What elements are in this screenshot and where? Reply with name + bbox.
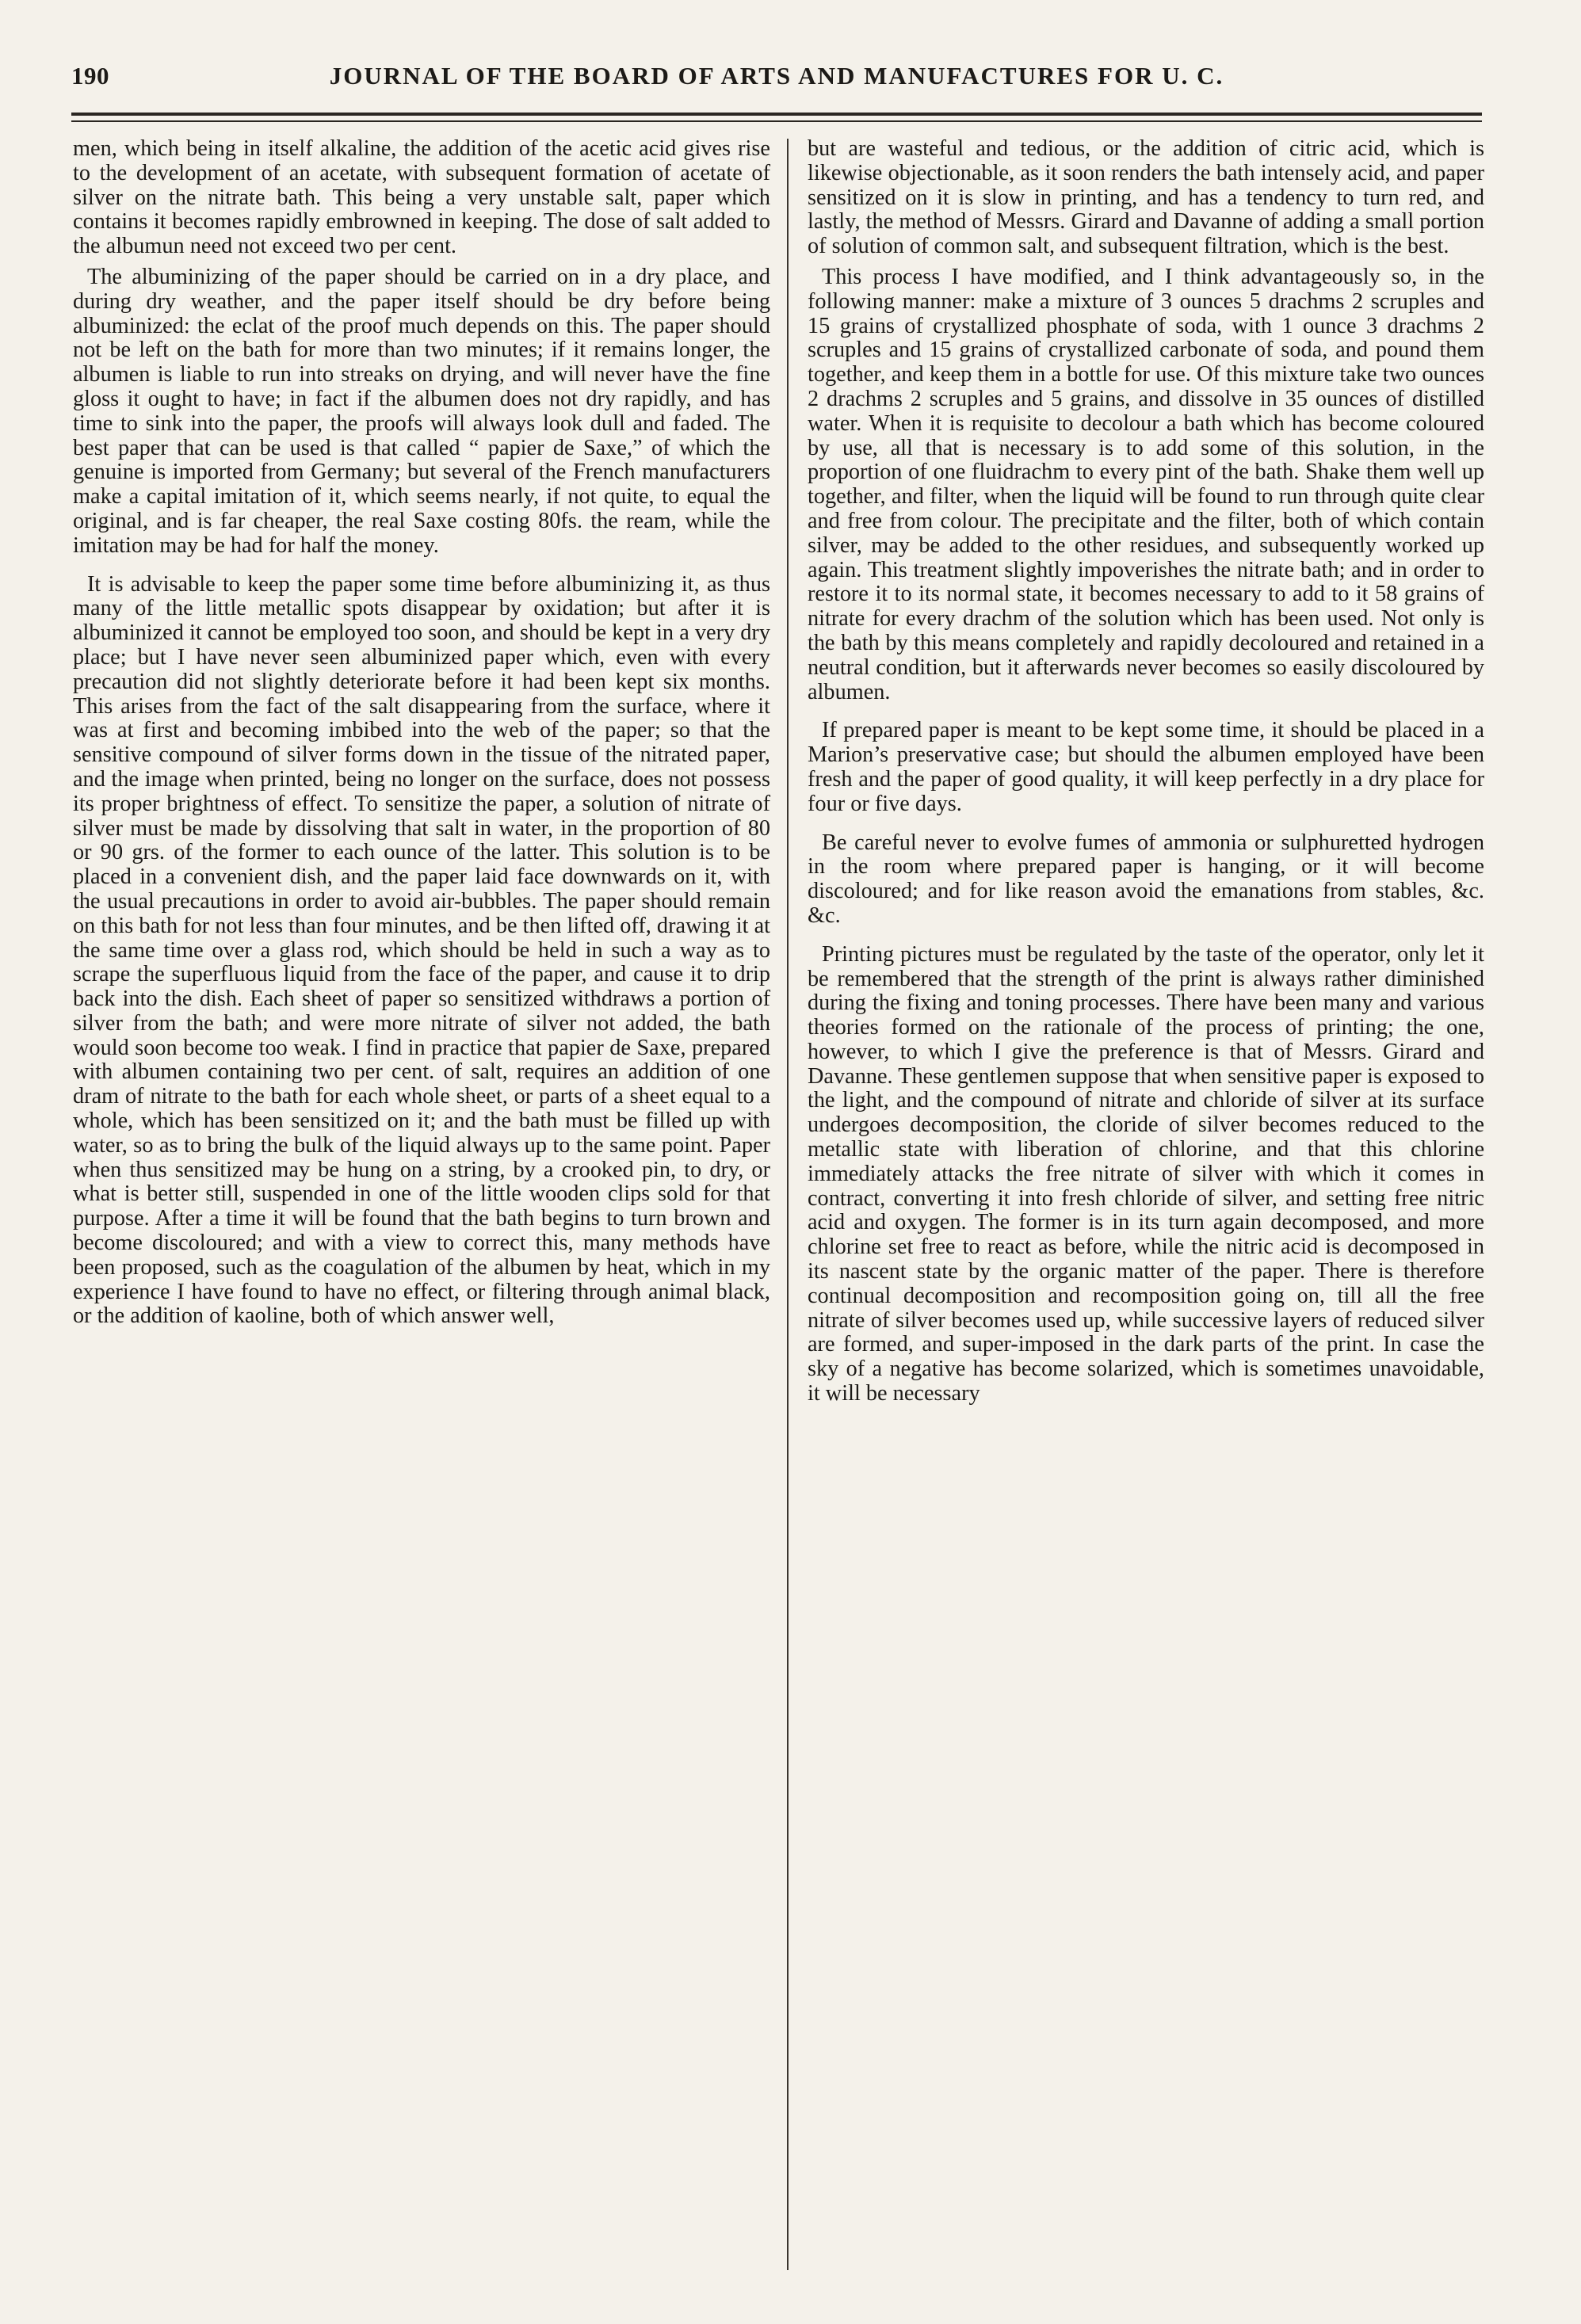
paragraph: but are wasteful and tedious, or the addition of citric acid, which is likewise objectionable, as it soon renders the bath intensely acid, and paper sensitized on it is slow in printing, and has a tendency to turn red, and lastly, the method of Messrs. Girard and Davanne of adding a small portion of solution of common salt, and subsequent filtration, which is the best. [808,136,1484,259]
column-divider [787,139,789,2270]
paragraph: Be careful never to evolve fumes of ammonia or sulphuretted hydrogen in the room where prepared paper is hanging, or it will become discoloured; and for like reason avoid the emanations from stables, &c. &c. [808,830,1484,928]
paragraph: Printing pictures must be regulated by the taste of the operator, only let it be remembered that the strength of the print is always rather diminished during the fixing and toning processes. There have been many and various theories formed on the rationale of the process of printing; the one, however, to which I give the preference is that of Messrs. Girard and Davanne. These gentlemen suppose that when sensitive paper is exposed to the light, and the compound of nitrate and chloride of silver at its surface undergoes decomposition, the cloride of silver becomes reduced to the metallic state with liberation of chlorine, and that this chlorine immediately attacks the free nitrate of silver with which it comes in contract, converting it into fresh chloride of silver, and setting free nitric acid and oxygen. The former is in its turn again decomposed, and more chlorine set free to react as before, while the nitric acid is decomposed in its nascent state by the organic matter of the paper. There is therefore continual decomposition and recomposition going on, till all the free nitrate of silver becomes used up, while successive layers of reduced silver are formed, and super-imposed in the dark parts of the print. In case the sky of a negative has become solarized, which is sometimes unavoidable, it will be necessary [808,941,1484,1406]
running-title: JOURNAL OF THE BOARD OF ARTS AND MANUFACTURES FOR U. C. [329,62,1224,90]
header-rule-thick [71,113,1482,116]
paragraph: men, which being in itself alkaline, the addition of the acetic acid gives rise to the development of an acetate, with subsequent formation of acetate of silver on the nitrate bath. This being a very unstable salt, paper which contains it becomes rapidly embrowned in keeping. The dose of salt added to the albumun need not exceed two per cent. [73,136,770,259]
paragraph: This process I have modified, and I think advantageously so, in the following manner: make a mixture of 3 ounces 5 drachms 2 scruples and 15 grains of crystallized phosphate of soda, with 1 ounce 3 drachms 2 scruples and 15 grains of crystallized carbonate of soda, and pound them together, and keep them in a bottle for use. Of this mixture take two ounces 2 drachms 2 scruples and 5 grains, and dissolve in 35 ounces of distilled water. When it is requisite to decolour a bath which has become coloured by use, all that is necessary is to add some of this solution, in the proportion of one fluidrachm to every pint of the bath. Shake them well up together, and filter, when the liquid will be found to run through quite clear and free from colour. The precipitate and the filter, both of which contain silver, may be added to the other residues, and subsequently worked up again. This treatment slightly impoverishes the nitrate bath; and in order to restore it to its normal state, it becomes necessary to add to it 58 grains of nitrate for every drachm of the solution which has been used. Not only is the bath by this means completely and rapidly decoloured and retained in a neutral condition, but it afterwards never becomes so easily discoloured by albumen. [808,264,1484,704]
paragraph: The albuminizing of the paper should be carried on in a dry place, and during dry weather, and the paper itself should be dry before being albuminized: the eclat of the proof much depends on this. The paper should not be left on the bath for more than two minutes; if it remains longer, the albumen is liable to run into streaks on drying, and will never have the fine gloss it ought to have; in fact if the albumen does not dry rapidly, and has time to sink into the paper, the proofs will always look dull and faded. The best paper that can be used is that called “ papier de Saxe,” of which the genuine is imported from Germany; but several of the French manufacturers make a capital imitation of it, which seems nearly, if not quite, to equal the original, and is far cheaper, the real Saxe costing 80fs. the ream, while the imitation may be had for half the money. [73,264,770,558]
left-column [73,137,770,2269]
page-number: 190 [71,62,109,90]
page-header [71,62,1482,98]
paragraph: It is advisable to keep the paper some time before albuminizing it, as thus many of the little metallic spots disappear by oxidation; but after it is albuminized it cannot be employed too soon, and should be kept in a very dry place; but I have never seen albuminized paper which, even with every precaution did not slightly deteriorate before it had been kept six months. This arises from the fact of the salt disappearing from the surface, where it was at first and becoming imbibed into the web of the paper; so that the sensitive compound of silver forms down in the tissue of the nitrated paper, and the image when printed, being no longer on the surface, does not possess its proper brightness of effect. To sensitize the paper, a solution of nitrate of silver must be made by dissolving that salt in water, in the proportion of 80 or 90 grs. of the former to each ounce of the latter. This solution is to be placed in a convenient dish, and the paper laid face downwards on it, with the usual precautions in order to avoid air-bubbles. The paper should remain on this bath for not less than four minutes, and be then lifted off, drawing it at the same time over a glass rod, which should be held in such a way as to scrape the superfluous liquid from the face of the paper, and cause it to drip back into the dish. Each sheet of paper so sensitized withdraws a portion of silver from the bath; and were more nitrate of silver not added, the bath would soon become too weak. I find in practice that papier de Saxe, prepared with albumen containing two per cent. of salt, requires an addition of one dram of nitrate to the bath for each whole sheet, or parts of a sheet equal to a whole, which has been sensitized on it; and the bath must be filled up with water, so as to bring the bulk of the liquid always up to the same point. Paper when thus sensitized may be hung on a string, by a crooked pin, to dry, or what is better still, suspended in one of the little wooden clips sold for that purpose. After a time it will be found that the bath begins to turn brown and become discoloured; and with a view to correct this, many methods have been proposed, such as the coagulation of the albumen by heat, which in my experience I have found to have no effect, or filtering through animal black, or the addition of kaoline, both of which answer well, [73,571,770,1329]
header-rule-thin [71,120,1482,122]
right-column [808,137,1484,2269]
paragraph: If prepared paper is meant to be kept some time, it should be placed in a Marion’s preservative case; but should the albumen employed have been fresh and the paper of good quality, it will keep perfectly in a dry place for four or five days. [808,718,1484,816]
